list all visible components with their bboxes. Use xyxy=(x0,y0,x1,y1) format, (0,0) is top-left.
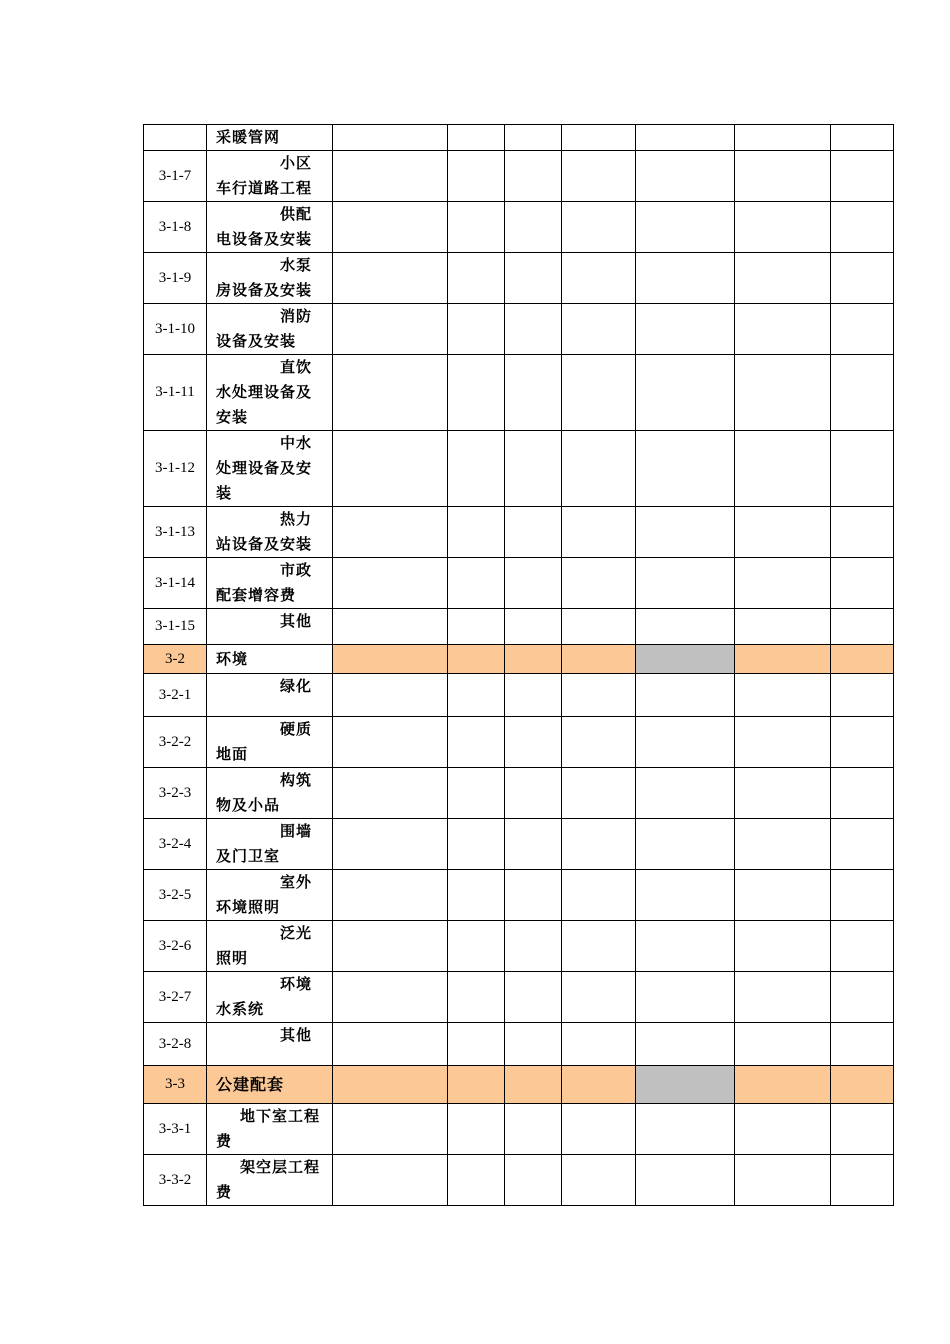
row-item-name: 消防设备及安装 xyxy=(207,304,333,355)
table-cell xyxy=(505,431,562,507)
table-cell xyxy=(333,431,448,507)
table-cell xyxy=(562,1066,636,1104)
table-cell xyxy=(562,558,636,609)
table-cell xyxy=(333,507,448,558)
row-item-name: 环境水系统 xyxy=(207,972,333,1023)
table-cell xyxy=(562,355,636,431)
table-cell xyxy=(448,355,505,431)
row-item-name: 直饮水处理设备及安装 xyxy=(207,355,333,431)
table-cell xyxy=(636,819,735,870)
table-cell xyxy=(505,1023,562,1066)
table-cell xyxy=(735,717,831,768)
table-cell xyxy=(505,1155,562,1206)
row-code: 3-2-7 xyxy=(144,972,207,1023)
table-cell xyxy=(735,151,831,202)
table-cell xyxy=(448,304,505,355)
table-cell xyxy=(448,674,505,717)
table-row xyxy=(144,819,894,870)
table-cell xyxy=(831,972,894,1023)
table-cell xyxy=(636,355,735,431)
table-cell xyxy=(448,202,505,253)
table-cell xyxy=(505,355,562,431)
table-cell xyxy=(448,1066,505,1104)
table-row xyxy=(144,717,894,768)
table-cell xyxy=(333,645,448,674)
table-cell xyxy=(448,253,505,304)
table-cell xyxy=(448,431,505,507)
table-cell xyxy=(831,870,894,921)
table-cell xyxy=(636,609,735,645)
table-cell xyxy=(831,355,894,431)
table-cell xyxy=(333,151,448,202)
row-code: 3-2-6 xyxy=(144,921,207,972)
table-cell xyxy=(735,768,831,819)
table-row xyxy=(144,253,894,304)
row-code: 3-2-2 xyxy=(144,717,207,768)
table-cell xyxy=(562,431,636,507)
table-cell xyxy=(333,972,448,1023)
table-row xyxy=(144,674,894,717)
table-cell xyxy=(735,507,831,558)
table-cell xyxy=(562,768,636,819)
row-code: 3-2-1 xyxy=(144,674,207,717)
table-cell xyxy=(636,507,735,558)
table-cell xyxy=(448,768,505,819)
table-cell xyxy=(562,870,636,921)
table-cell xyxy=(831,645,894,674)
table-cell xyxy=(333,558,448,609)
row-code: 3-1-12 xyxy=(144,431,207,507)
table-cell xyxy=(333,609,448,645)
table-cell xyxy=(831,507,894,558)
row-item-name: 硬质地面 xyxy=(207,717,333,768)
row-code: 3-3-1 xyxy=(144,1104,207,1155)
table-cell xyxy=(562,921,636,972)
table-cell xyxy=(448,609,505,645)
table-cell xyxy=(636,202,735,253)
table-cell xyxy=(448,1155,505,1206)
row-item-name: 采暖管网 xyxy=(207,125,333,151)
table-cell xyxy=(505,717,562,768)
table-cell xyxy=(505,507,562,558)
table-cell xyxy=(735,1023,831,1066)
row-item-name: 围墙及门卫室 xyxy=(207,819,333,870)
disabled-cell xyxy=(636,645,735,674)
row-code: 3-1-8 xyxy=(144,202,207,253)
table-cell xyxy=(636,1104,735,1155)
table-cell xyxy=(333,304,448,355)
table-cell xyxy=(735,972,831,1023)
table-cell xyxy=(448,151,505,202)
section-code: 3-2 xyxy=(144,645,207,674)
table-cell xyxy=(831,609,894,645)
table-cell xyxy=(505,609,562,645)
cost-breakdown-table xyxy=(143,124,894,1206)
row-code xyxy=(144,125,207,151)
table-cell xyxy=(831,674,894,717)
table-cell xyxy=(636,558,735,609)
table-row xyxy=(144,1155,894,1206)
table-cell xyxy=(562,253,636,304)
table-cell xyxy=(636,1023,735,1066)
table-cell xyxy=(831,558,894,609)
table-cell xyxy=(448,507,505,558)
table-cell xyxy=(831,1104,894,1155)
row-code: 3-1-9 xyxy=(144,253,207,304)
table-row xyxy=(144,921,894,972)
table-cell xyxy=(333,768,448,819)
row-item-name: 其他 xyxy=(207,1023,333,1066)
row-code: 3-2-5 xyxy=(144,870,207,921)
table-cell xyxy=(562,1023,636,1066)
table-cell xyxy=(636,431,735,507)
table-cell xyxy=(831,717,894,768)
table-cell xyxy=(505,202,562,253)
table-cell xyxy=(562,1104,636,1155)
table-cell xyxy=(735,1066,831,1104)
table-cell xyxy=(505,819,562,870)
row-code: 3-2-3 xyxy=(144,768,207,819)
table-cell xyxy=(735,674,831,717)
row-code: 3-2-4 xyxy=(144,819,207,870)
table-cell xyxy=(636,972,735,1023)
table-cell xyxy=(333,125,448,151)
row-item-name: 市政配套增容费 xyxy=(207,558,333,609)
table-row xyxy=(144,431,894,507)
table-cell xyxy=(333,202,448,253)
table-cell xyxy=(505,870,562,921)
table-cell xyxy=(831,431,894,507)
table-row xyxy=(144,304,894,355)
table-cell xyxy=(636,768,735,819)
table-cell xyxy=(831,921,894,972)
row-code: 3-1-11 xyxy=(144,355,207,431)
table-cell xyxy=(636,1155,735,1206)
table-row xyxy=(144,609,894,645)
section-name: 公建配套 xyxy=(207,1066,333,1104)
row-code: 3-3-2 xyxy=(144,1155,207,1206)
table-cell xyxy=(735,645,831,674)
table-cell xyxy=(735,202,831,253)
table-cell xyxy=(562,717,636,768)
row-code: 3-1-13 xyxy=(144,507,207,558)
table-cell xyxy=(505,125,562,151)
table-cell xyxy=(735,870,831,921)
table-cell xyxy=(333,1155,448,1206)
table-cell xyxy=(562,819,636,870)
row-item-name: 室外环境照明 xyxy=(207,870,333,921)
table-cell xyxy=(448,972,505,1023)
table-cell xyxy=(562,972,636,1023)
table-cell xyxy=(735,253,831,304)
table-row xyxy=(144,768,894,819)
row-item-name: 小区车行道路工程 xyxy=(207,151,333,202)
table-cell xyxy=(505,151,562,202)
table-row xyxy=(144,125,894,151)
row-item-name: 热力站设备及安装 xyxy=(207,507,333,558)
table-cell xyxy=(831,819,894,870)
table-cell xyxy=(448,921,505,972)
table-cell xyxy=(735,1155,831,1206)
table-cell xyxy=(735,304,831,355)
table-cell xyxy=(333,819,448,870)
table-row xyxy=(144,1104,894,1155)
row-code: 3-1-10 xyxy=(144,304,207,355)
table-cell xyxy=(333,1066,448,1104)
table-cell xyxy=(562,151,636,202)
table-cell xyxy=(505,1104,562,1155)
table-cell xyxy=(735,819,831,870)
table-cell xyxy=(333,870,448,921)
table-row xyxy=(144,558,894,609)
table-cell xyxy=(333,717,448,768)
table-cell xyxy=(505,253,562,304)
table-cell xyxy=(831,125,894,151)
section-row xyxy=(144,645,894,674)
table-cell xyxy=(831,151,894,202)
table-row xyxy=(144,870,894,921)
table-row xyxy=(144,355,894,431)
row-item-name: 其他 xyxy=(207,609,333,645)
table-cell xyxy=(562,507,636,558)
table-cell xyxy=(333,355,448,431)
table-cell xyxy=(562,125,636,151)
table-cell xyxy=(448,819,505,870)
table-cell xyxy=(505,768,562,819)
table-cell xyxy=(505,972,562,1023)
table-cell xyxy=(333,921,448,972)
table-cell xyxy=(831,1155,894,1206)
row-code: 3-1-14 xyxy=(144,558,207,609)
table-cell xyxy=(636,921,735,972)
table-cell xyxy=(636,304,735,355)
row-item-name: 中水处理设备及安装 xyxy=(207,431,333,507)
table-cell xyxy=(448,125,505,151)
table-cell xyxy=(333,674,448,717)
table-cell xyxy=(735,1104,831,1155)
table-cell xyxy=(562,609,636,645)
table-cell xyxy=(831,202,894,253)
table-cell xyxy=(735,921,831,972)
row-item-name: 水泵房设备及安装 xyxy=(207,253,333,304)
table-cell xyxy=(562,674,636,717)
table-row xyxy=(144,972,894,1023)
table-cell xyxy=(636,870,735,921)
table-cell xyxy=(448,645,505,674)
table-cell xyxy=(636,717,735,768)
row-item-name: 供配电设备及安装 xyxy=(207,202,333,253)
table-cell xyxy=(735,355,831,431)
row-item-name: 绿化 xyxy=(207,674,333,717)
table-cell xyxy=(505,645,562,674)
table-cell xyxy=(831,304,894,355)
section-row xyxy=(144,1066,894,1104)
table-cell xyxy=(505,921,562,972)
table-cell xyxy=(505,558,562,609)
table-cell xyxy=(505,1066,562,1104)
table-cell xyxy=(448,1023,505,1066)
table-cell xyxy=(636,151,735,202)
table-cell xyxy=(831,1066,894,1104)
row-code: 3-1-15 xyxy=(144,609,207,645)
table-cell xyxy=(831,253,894,304)
table-row xyxy=(144,151,894,202)
table-cell xyxy=(448,558,505,609)
table-cell xyxy=(333,1104,448,1155)
table-cell xyxy=(448,870,505,921)
table-cell xyxy=(333,253,448,304)
table-cell xyxy=(333,1023,448,1066)
row-code: 3-1-7 xyxy=(144,151,207,202)
table-row xyxy=(144,202,894,253)
table-row xyxy=(144,507,894,558)
table-cell xyxy=(636,253,735,304)
table-cell xyxy=(735,609,831,645)
row-item-name: 构筑物及小品 xyxy=(207,768,333,819)
table-cell xyxy=(448,717,505,768)
row-code: 3-2-8 xyxy=(144,1023,207,1066)
table-cell xyxy=(636,125,735,151)
section-code: 3-3 xyxy=(144,1066,207,1104)
table-cell xyxy=(831,768,894,819)
table-cell xyxy=(505,674,562,717)
table-cell xyxy=(562,645,636,674)
table-cell xyxy=(562,1155,636,1206)
table-cell xyxy=(562,202,636,253)
disabled-cell xyxy=(636,1066,735,1104)
table-cell xyxy=(636,674,735,717)
row-item-name: 架空层工程费 xyxy=(207,1155,333,1206)
table-body xyxy=(144,125,894,1206)
table-row xyxy=(144,1023,894,1066)
row-item-name: 泛光照明 xyxy=(207,921,333,972)
table-cell xyxy=(735,125,831,151)
section-name: 环境 xyxy=(207,645,333,674)
table-cell xyxy=(505,304,562,355)
table-cell xyxy=(735,558,831,609)
table-cell xyxy=(448,1104,505,1155)
row-item-name: 地下室工程费 xyxy=(207,1104,333,1155)
table-cell xyxy=(562,304,636,355)
table-cell xyxy=(735,431,831,507)
table-cell xyxy=(831,1023,894,1066)
